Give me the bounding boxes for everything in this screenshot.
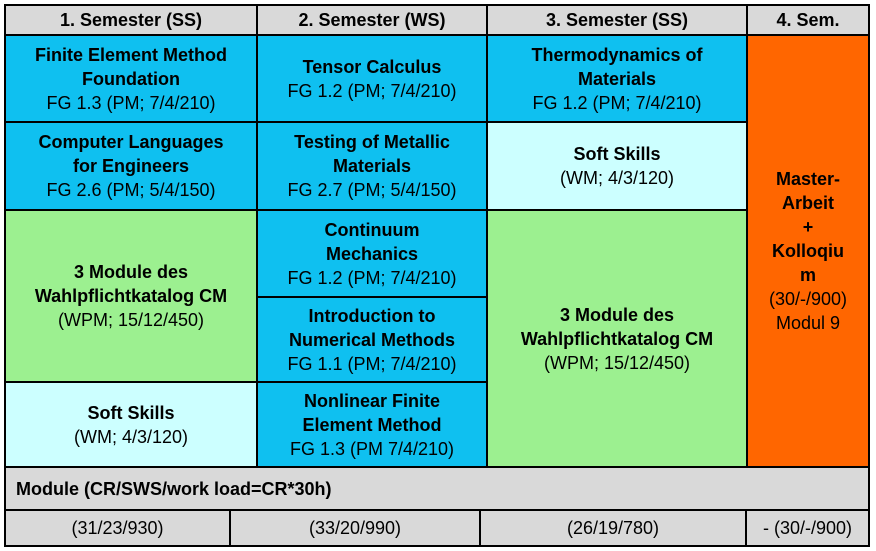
module-continuum-mechanics (256, 209, 488, 298)
header-label: 4. Sem. (776, 10, 840, 30)
total-value: (26/19/780) (566, 518, 660, 538)
module-title: for Engineers (72, 156, 190, 176)
module-title: Tensor Calculus (302, 56, 442, 77)
footer-label: Module (CR/SWS/work load=CR*30h) (16, 478, 332, 499)
total-semester-3 (479, 509, 747, 547)
module-title: Soft Skills (573, 144, 661, 164)
module-title: 3 Module des (559, 304, 675, 325)
total-semester-1 (4, 509, 231, 547)
total-semester-4 (745, 509, 870, 547)
module-title: Element Method (302, 414, 442, 435)
module-title: Arbeit (781, 193, 834, 213)
module-title: Kolloqiu (772, 241, 844, 261)
module-title: m (799, 265, 816, 285)
module-title: Nonlinear Finite (303, 390, 440, 411)
module-details: (WM; 4/3/120) (73, 426, 189, 447)
module-soft-skills-s3 (486, 121, 748, 211)
module-title: Finite Element Method (34, 44, 227, 65)
header-semester-4 (746, 4, 870, 36)
module-details: (30/-/900) (768, 289, 848, 309)
module-title: Wahlpflichtkatalog CM (520, 328, 714, 349)
module-title: 3 Module des (73, 262, 189, 282)
module-title: Continuum (324, 219, 420, 240)
module-details: Modul 9 (775, 313, 841, 333)
total-value: (33/20/990) (308, 518, 402, 538)
module-details: (WM; 4/3/120) (559, 168, 675, 188)
total-value: - (30/-/900) (762, 518, 853, 538)
module-soft-skills-s1 (4, 381, 258, 468)
module-details: FG 2.6 (PM; 5/4/150) (46, 180, 216, 200)
module-details: FG 1.2 (PM; 7/4/210) (287, 80, 457, 101)
header-semester-2 (256, 4, 488, 36)
module-wahlpflichtkatalog-s3 (486, 209, 748, 468)
module-details: (WPM; 15/12/450) (57, 310, 205, 330)
module-title: + (802, 217, 814, 237)
module-thermodynamics (486, 34, 748, 123)
header-semester-1 (4, 4, 258, 36)
module-details: FG 1.3 (PM 7/4/210) (289, 438, 455, 459)
module-title: Computer Languages (38, 132, 224, 152)
module-tensor-calculus (256, 34, 488, 123)
total-semester-2 (229, 509, 481, 547)
module-title: Numerical Methods (288, 329, 456, 350)
module-computer-languages (4, 121, 258, 211)
module-title: Foundation (82, 68, 180, 89)
header-label: 3. Semester (SS) (545, 10, 689, 30)
module-title: Thermodynamics of (531, 44, 703, 65)
module-wahlpflichtkatalog-s1 (4, 209, 258, 383)
module-master-thesis (746, 34, 870, 468)
module-title: Testing of Metallic (294, 132, 450, 152)
module-title: Wahlpflichtkatalog CM (34, 286, 228, 306)
footer-label-row (4, 466, 870, 511)
header-label: 1. Semester (SS) (59, 10, 203, 30)
module-details: FG 1.3 (PM; 7/4/210) (46, 92, 216, 113)
module-title: Materials (577, 68, 657, 89)
module-details: (WPM; 15/12/450) (543, 352, 691, 373)
module-numerical-methods (256, 296, 488, 383)
header-label: 2. Semester (WS) (298, 10, 446, 30)
module-title: Mechanics (325, 243, 419, 264)
total-value: (31/23/930) (71, 518, 164, 538)
module-title: Soft Skills (87, 402, 175, 423)
header-semester-3 (486, 4, 748, 36)
module-title: Introduction to (308, 305, 436, 326)
module-testing-metallic-materials (256, 121, 488, 211)
module-details: FG 1.1 (PM; 7/4/210) (287, 353, 457, 374)
module-details: FG 1.2 (PM; 7/4/210) (532, 92, 702, 113)
module-nonlinear-fem (256, 381, 488, 468)
module-details: FG 2.7 (PM; 5/4/150) (287, 180, 457, 200)
module-details: FG 1.2 (PM; 7/4/210) (287, 267, 457, 288)
module-fem-foundation (4, 34, 258, 123)
module-title: Master- (775, 169, 841, 189)
module-title: Materials (332, 156, 412, 176)
